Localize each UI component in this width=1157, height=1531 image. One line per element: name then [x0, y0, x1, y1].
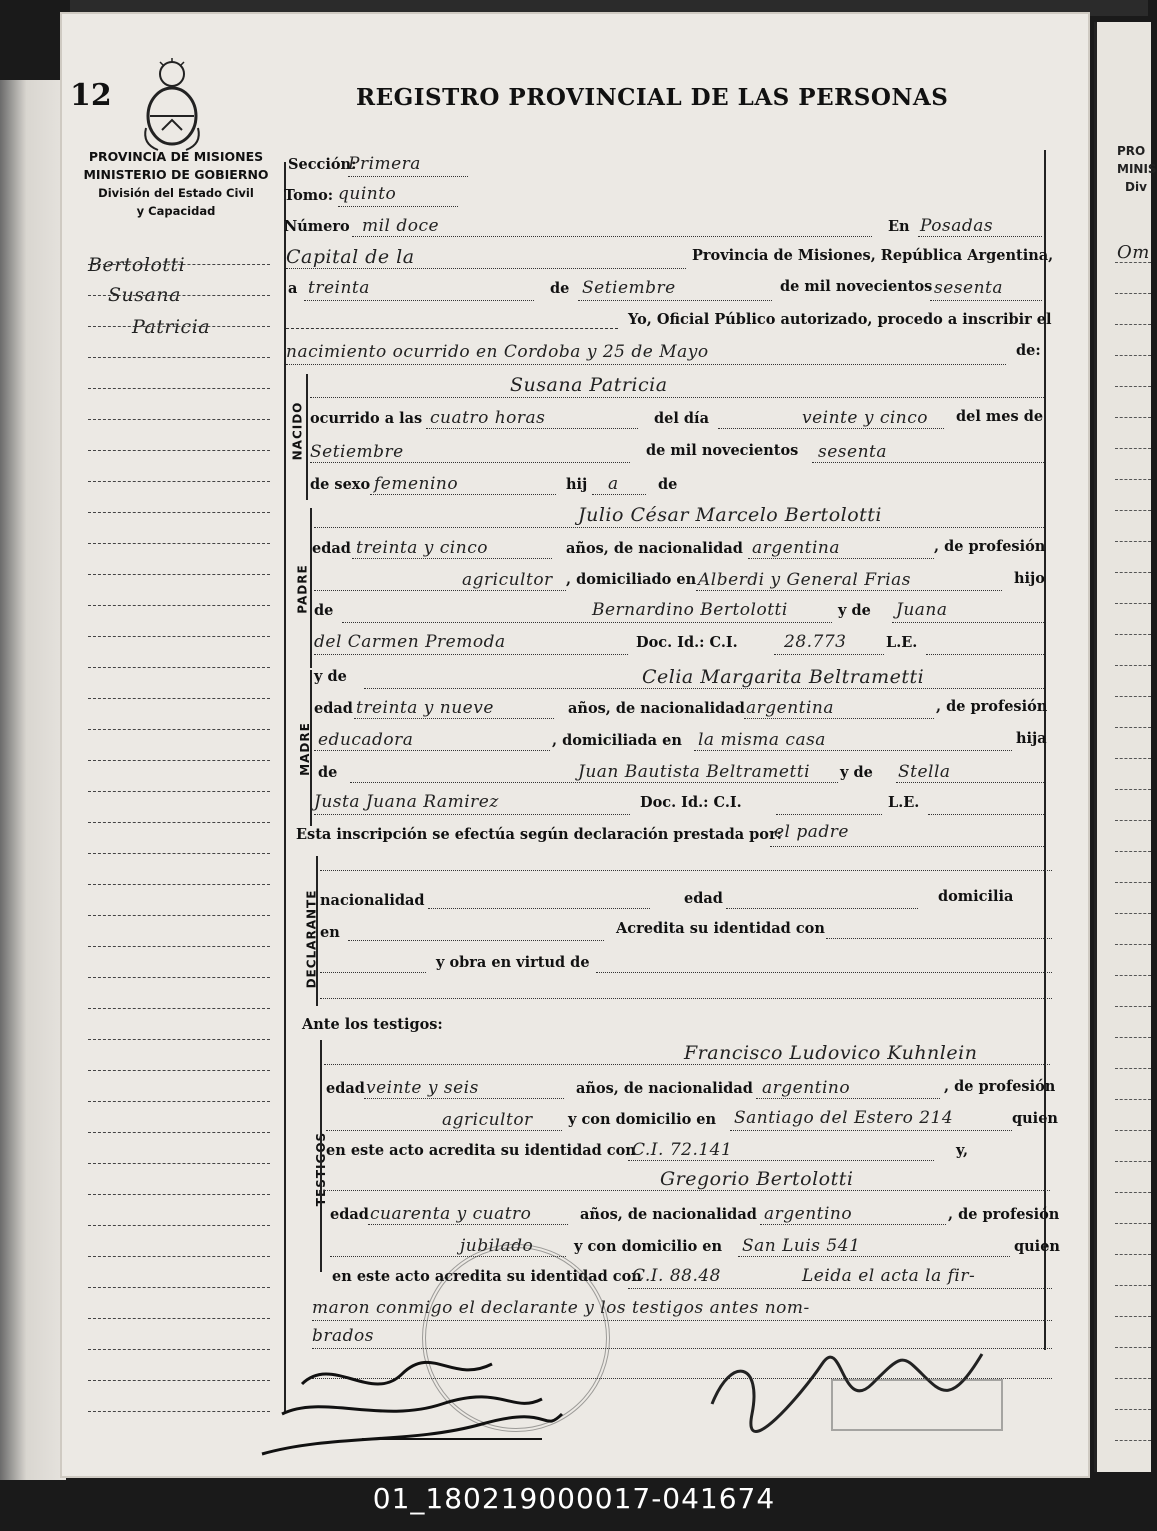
value-anio: sesenta — [934, 278, 1003, 298]
adjacent-ruled-line — [1115, 603, 1151, 604]
value-t1-nombre: Francisco Ludovico Kuhnlein — [684, 1042, 978, 1064]
label-madre-le: L.E. — [888, 794, 920, 811]
margin-middle-name: Patricia — [132, 316, 211, 338]
signature-witnesses — [242, 1344, 602, 1474]
label-madre-hija: hija — [1016, 730, 1047, 747]
label-madre-y-de-2: y de — [840, 764, 873, 781]
label-tomo: Tomo: — [284, 187, 334, 204]
value-t2-edad: cuarenta y cuatro — [370, 1204, 532, 1224]
adjacent-ruled-line — [1115, 1440, 1151, 1441]
adjacent-ruled-line — [1115, 882, 1151, 883]
issuer-line-4: y Capacidad — [136, 204, 216, 218]
label-t1-edad: edad — [326, 1080, 365, 1097]
value-padre-nac: argentina — [752, 538, 841, 558]
label-madre-anos-nac: años, de nacionalidad — [568, 700, 745, 717]
adjacent-ruled-line — [1115, 262, 1151, 263]
adjacent-ruled-line — [1115, 1006, 1151, 1007]
label-ante-testigos: Ante los testigos: — [302, 1016, 443, 1033]
label-decl-y-obra: y obra en virtud de — [436, 954, 590, 971]
value-t1-prof: agricultor — [442, 1110, 533, 1130]
value-seccion: Primera — [348, 154, 421, 174]
value-padre-madre: Juana — [896, 600, 948, 620]
label-numero: Número — [284, 218, 350, 235]
margin-ruled-line — [88, 450, 270, 451]
value-t2-ci: C.I. 88.48 — [632, 1266, 721, 1286]
label-t2-anos-nac: años, de nacionalidad — [580, 1206, 757, 1223]
adjacent-ruled-line — [1115, 510, 1151, 511]
adjacent-ruled-line — [1115, 727, 1151, 728]
adjacent-ruled-line — [1115, 1316, 1151, 1317]
value-dia-nac: veinte y cinco — [802, 408, 929, 428]
margin-ruled-line — [88, 388, 270, 389]
value-madre-madre-2: Justa Juana Ramirez — [314, 792, 499, 812]
label-t2-edad: edad — [330, 1206, 369, 1223]
adjacent-ruled-line — [1115, 1409, 1151, 1410]
adjacent-ruled-line — [1115, 1347, 1151, 1348]
value-madre-nombre: Celia Margarita Beltrametti — [642, 666, 925, 688]
label-decl-nacionalidad: nacionalidad — [320, 892, 425, 909]
margin-ruled-line — [88, 822, 270, 823]
value-anio-nac: sesenta — [818, 442, 887, 462]
value-t1-ci: C.I. 72.141 — [632, 1140, 733, 1160]
label-madre-edad: edad — [314, 700, 353, 717]
margin-ruled-line — [88, 1008, 270, 1009]
margin-ruled-line — [88, 791, 270, 792]
adjacent-ruled-line — [1115, 634, 1151, 635]
margin-ruled-line — [88, 760, 270, 761]
issuer-line-1: PROVINCIA DE MISIONES — [88, 149, 264, 164]
label-madre-profesion: , de profesión — [936, 698, 1048, 715]
margin-first-name: Susana — [108, 284, 181, 306]
margin-ruled-line — [88, 1163, 270, 1164]
margin-ruled-line — [88, 1070, 270, 1071]
value-t2-domicilio: San Luis 541 — [742, 1236, 861, 1256]
label-decl-edad: edad — [684, 890, 723, 907]
adjacent-header-3: Div — [1125, 180, 1147, 194]
adjacent-ruled-line — [1115, 1378, 1151, 1379]
adjacent-ruled-line — [1115, 417, 1151, 418]
label-padre-profesion: , de profesión — [934, 538, 1046, 555]
label-t1-anos-nac: años, de nacionalidad — [576, 1080, 753, 1097]
adjacent-ruled-line — [1115, 1099, 1151, 1100]
margin-ruled-line — [88, 264, 270, 265]
value-t1-edad: veinte y seis — [366, 1078, 479, 1098]
adjacent-ruled-line — [1115, 1223, 1151, 1224]
margin-surname: Bertolotti — [88, 254, 186, 276]
label-del-mes: del mes de — [956, 408, 1044, 425]
value-madre-prof: educadora — [318, 730, 414, 750]
value-padre-madre-2: del Carmen Premoda — [314, 632, 506, 652]
label-t2-con-domicilio: y con domicilio en — [574, 1238, 723, 1255]
label-madre-de: de — [318, 764, 338, 781]
margin-ruled-line — [88, 605, 270, 606]
margin-ruled-line — [88, 1194, 270, 1195]
label-padre-le: L.E. — [886, 634, 918, 651]
value-numero: mil doce — [362, 216, 440, 236]
value-sexo: femenino — [374, 474, 459, 494]
margin-ruled-line — [88, 574, 270, 575]
label-t1-con-domicilio: y con domicilio en — [568, 1111, 717, 1128]
label-en: En — [888, 218, 910, 235]
adjacent-ruled-line — [1115, 851, 1151, 852]
adjacent-ruled-line — [1115, 572, 1151, 573]
value-horas: cuatro horas — [430, 408, 546, 428]
value-declarante: el padre — [774, 822, 849, 842]
value-madre-madre: Stella — [898, 762, 951, 782]
margin-ruled-line — [88, 1318, 270, 1319]
value-padre-edad: treinta y cinco — [356, 538, 488, 558]
label-ocurrido: ocurrido a las — [310, 410, 423, 427]
adjacent-ruled-line — [1115, 479, 1151, 480]
margin-ruled-line — [88, 698, 270, 699]
scan-identifier: 01_180219000017-041674 — [372, 1482, 776, 1515]
label-de-colon: de: — [1016, 342, 1041, 359]
adjacent-ruled-line — [1115, 1161, 1151, 1162]
margin-ruled-line — [88, 419, 270, 420]
value-cierre-3: brados — [312, 1326, 374, 1346]
value-capital: Capital de la — [286, 246, 415, 268]
label-t2-profesion: , de profesión — [948, 1206, 1060, 1223]
right-border — [1044, 150, 1046, 1350]
label-padre-domiciliado: , domiciliado en — [566, 571, 697, 588]
adjacent-header-1: PRO — [1117, 144, 1146, 158]
label-decl-en: en — [320, 924, 340, 941]
adjacent-ruled-line — [1115, 541, 1151, 542]
margin-ruled-line — [88, 1101, 270, 1102]
value-dia: treinta — [308, 278, 370, 298]
adjacent-header-2: MINIS — [1117, 162, 1157, 176]
label-t2-acredita: en este acto acredita su identidad con — [332, 1268, 642, 1285]
value-madre-domicilio: la misma casa — [698, 730, 826, 750]
margin-ruled-line — [88, 729, 270, 730]
value-nacimiento: nacimiento ocurrido en Cordoba y 25 de Mayo — [286, 342, 709, 362]
value-t1-nac: argentino — [762, 1078, 851, 1098]
adjacent-name: Om — [1117, 242, 1150, 263]
signature-official — [692, 1324, 1012, 1454]
value-padre-prof: agricultor — [462, 570, 553, 590]
value-madre-padre: Juan Bautista Beltrametti — [578, 762, 811, 782]
label-madre-y-de: y de — [314, 668, 347, 685]
label-yo-oficial: Yo, Oficial Público autorizado, procedo a inscribir el — [628, 311, 1052, 328]
adjacent-ruled-line — [1115, 696, 1151, 697]
section-madre: MADRE — [297, 722, 312, 776]
adjacent-ruled-line — [1115, 913, 1151, 914]
margin-ruled-line — [88, 915, 270, 916]
coat-of-arms-icon — [140, 58, 204, 154]
margin-ruled-line — [88, 1132, 270, 1133]
adjacent-ruled-line — [1115, 1254, 1151, 1255]
margin-ruled-line — [88, 977, 270, 978]
margin-ruled-line — [88, 853, 270, 854]
label-madre-doc: Doc. Id.: C.I. — [640, 794, 742, 811]
label-t1-y: y, — [956, 1142, 969, 1159]
value-t1-domicilio: Santiago del Estero 214 — [734, 1108, 954, 1128]
page-number: 12 — [70, 78, 112, 113]
margin-ruled-line — [88, 1256, 270, 1257]
value-madre-nac: argentina — [746, 698, 835, 718]
label-padre-doc: Doc. Id.: C.I. — [636, 634, 738, 651]
document-title: REGISTRO PROVINCIAL DE LAS PERSONAS — [356, 84, 949, 111]
label-t1-profesion: , de profesión — [944, 1078, 1056, 1095]
value-hij-suffix: a — [608, 474, 619, 494]
value-tomo: quinto — [338, 184, 397, 204]
margin-ruled-line — [88, 884, 270, 885]
label-inscripcion: Esta inscripción se efectúa según declaración prestada por: — [296, 826, 782, 843]
value-cierre-2: maron conmigo el declarante y los testigos antes nom- — [312, 1298, 810, 1318]
margin-ruled-line — [88, 295, 270, 296]
section-declarante: DECLARANTE — [304, 889, 319, 989]
issuer-line-2: MINISTERIO DE GOBIERNO — [83, 167, 269, 182]
label-padre-de: de — [314, 602, 334, 619]
margin-ruled-line — [88, 357, 270, 358]
value-mes: Setiembre — [582, 278, 676, 298]
margin-ruled-line — [88, 512, 270, 513]
value-t2-nac: argentino — [764, 1204, 853, 1224]
label-a: a — [288, 280, 298, 297]
label-decl-acredita: Acredita su identidad con — [616, 920, 825, 937]
adjacent-ruled-line — [1115, 1130, 1151, 1131]
value-padre-nombre: Julio César Marcelo Bertolotti — [578, 504, 882, 526]
value-nombre: Susana Patricia — [510, 374, 668, 396]
issuer-block — [76, 148, 276, 220]
adjacent-ruled-line — [1115, 448, 1151, 449]
section-testigos: TESTIGOS — [314, 1131, 329, 1207]
label-padre-y-de: y de — [838, 602, 871, 619]
margin-ruled-line — [88, 667, 270, 668]
adjacent-ruled-line — [1115, 293, 1151, 294]
label-t1-acredita: en este acto acredita su identidad con — [326, 1142, 636, 1159]
section-nacido: NACIDO — [290, 401, 305, 461]
label-de-mil-novecientos: de mil novecientos — [780, 278, 933, 295]
label-madre-domiciliada: , domiciliada en — [552, 732, 682, 749]
value-padre-ci: 28.773 — [784, 632, 847, 652]
margin-ruled-line — [88, 1225, 270, 1226]
value-t2-prof: jubilado — [460, 1236, 534, 1256]
value-padre-padre: Bernardino Bertolotti — [592, 600, 788, 620]
adjacent-ruled-line — [1115, 944, 1151, 945]
margin-ruled-line — [88, 481, 270, 482]
adjacent-ruled-line — [1115, 975, 1151, 976]
value-madre-edad: treinta y nueve — [356, 698, 494, 718]
label-seccion: Sección: — [288, 156, 357, 173]
adjacent-ruled-line — [1115, 386, 1151, 387]
adjacent-ruled-line — [1115, 1285, 1151, 1286]
adjacent-page — [1094, 22, 1157, 1472]
label-padre-anos-nac: años, de nacionalidad — [566, 540, 743, 557]
register-page — [62, 14, 1088, 1476]
label-de-mil-nov-2: de mil novecientos — [646, 442, 799, 459]
label-de: de — [550, 280, 570, 297]
adjacent-ruled-line — [1115, 1037, 1151, 1038]
margin-ruled-line — [88, 326, 270, 327]
margin-ruled-line — [88, 543, 270, 544]
margin-ruled-line — [88, 1287, 270, 1288]
issuer-line-3: División del Estado Civil — [98, 186, 254, 200]
label-t2-quien: quien — [1014, 1238, 1060, 1255]
label-padre-hijo: hijo — [1014, 570, 1045, 587]
adjacent-ruled-line — [1115, 355, 1151, 356]
label-de-2: de — [658, 476, 678, 493]
value-en-lugar: Posadas — [920, 216, 994, 236]
adjacent-ruled-line — [1115, 789, 1151, 790]
value-t2-nombre: Gregorio Bertolotti — [660, 1168, 854, 1190]
label-decl-domicilia: domicilia — [938, 888, 1014, 905]
value-mes-nac: Setiembre — [310, 442, 404, 462]
margin-ruled-line — [88, 946, 270, 947]
label-sexo: de sexo — [310, 476, 371, 493]
label-hij: hij — [566, 476, 588, 493]
adjacent-ruled-line — [1115, 1068, 1151, 1069]
adjacent-ruled-line — [1115, 324, 1151, 325]
adjacent-ruled-line — [1115, 1192, 1151, 1193]
label-provincia: Provincia de Misiones, República Argentina, — [692, 247, 1054, 264]
margin-ruled-line — [88, 636, 270, 637]
adjacent-ruled-line — [1115, 758, 1151, 759]
value-padre-domicilio: Alberdi y General Frias — [698, 570, 911, 590]
adjacent-ruled-line — [1115, 820, 1151, 821]
adjacent-ruled-line — [1115, 665, 1151, 666]
label-t1-quien: quien — [1012, 1110, 1058, 1127]
value-cierre-1: Leida el acta la fir- — [802, 1266, 976, 1286]
label-del-dia: del día — [654, 410, 709, 427]
margin-ruled-line — [88, 1039, 270, 1040]
scan-edge-left — [0, 80, 66, 1480]
label-padre-edad: edad — [312, 540, 351, 557]
section-padre: PADRE — [295, 564, 310, 614]
